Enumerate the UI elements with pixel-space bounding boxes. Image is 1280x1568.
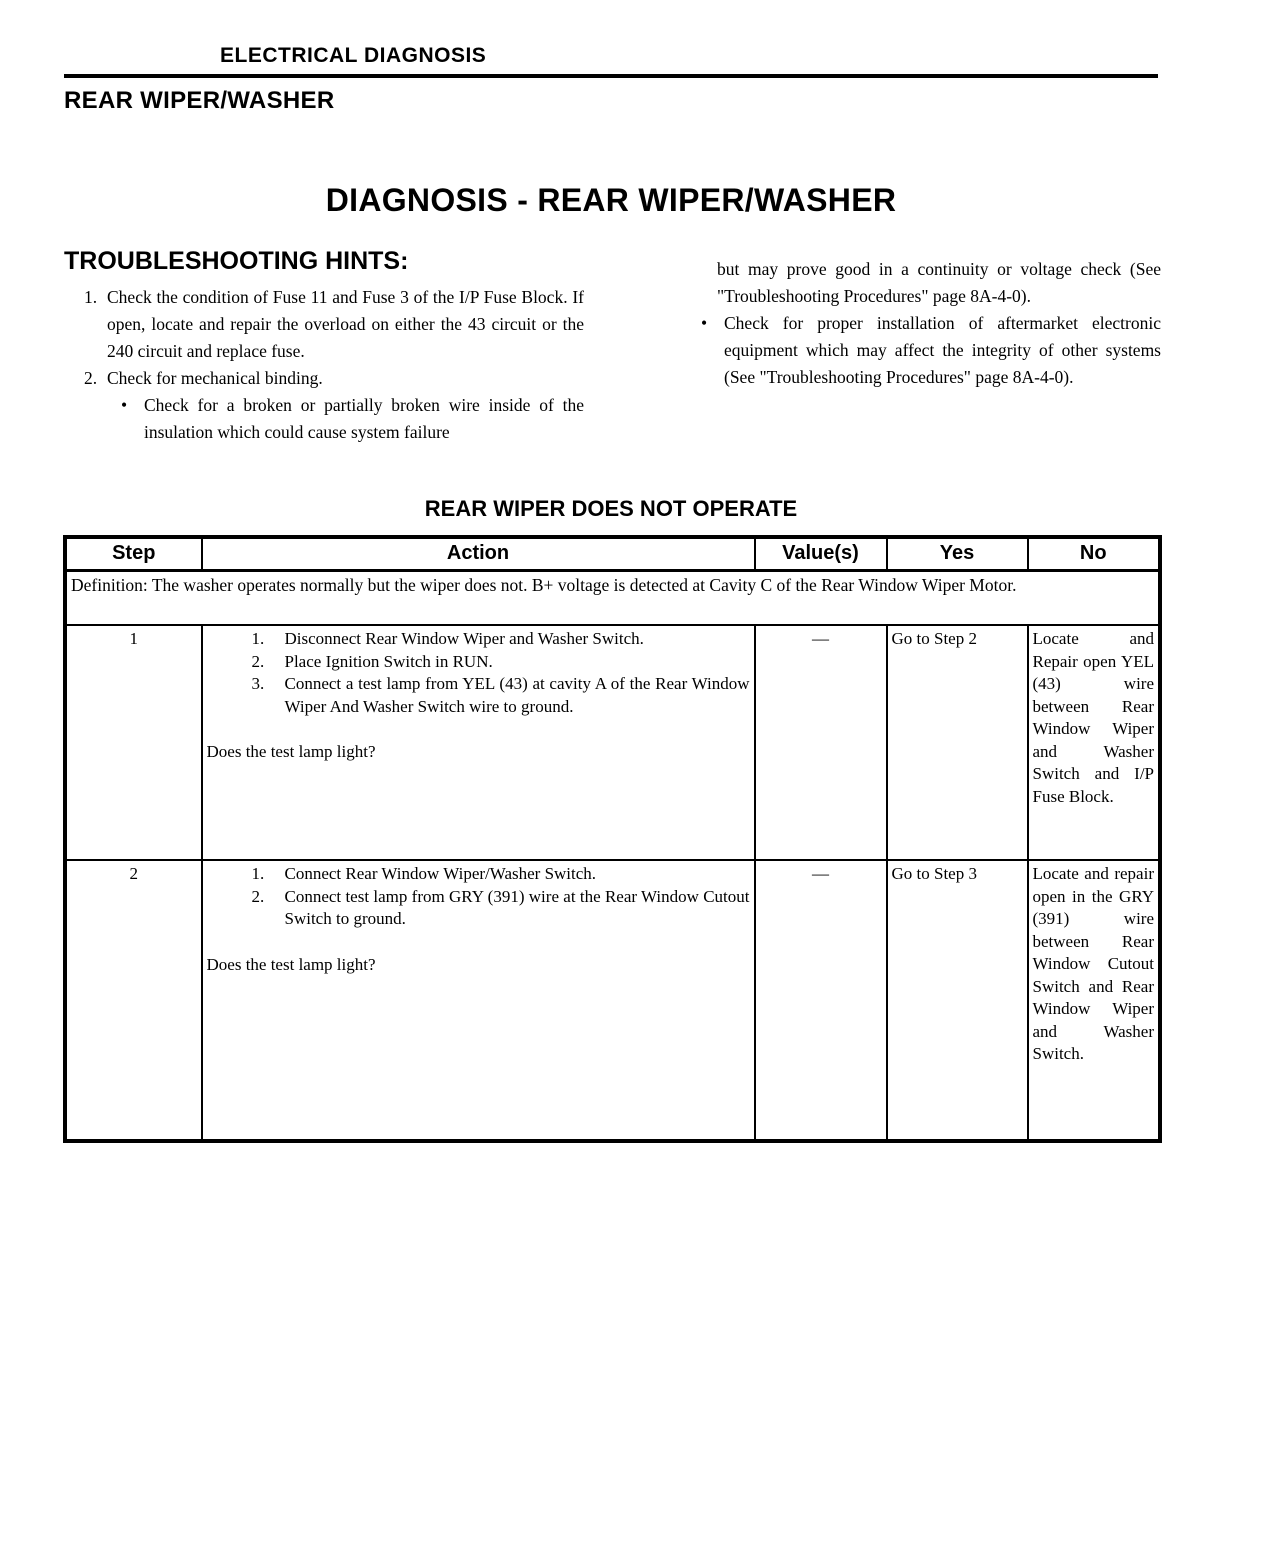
hint-number: 2.: [84, 368, 98, 388]
page-title: DIAGNOSIS - REAR WIPER/WASHER: [325, 182, 897, 218]
table-caption: REAR WIPER DOES NOT OPERATE: [424, 496, 798, 521]
table-header-row: [66, 538, 1160, 571]
action-step-text: Connect test lamp from GRY (391) wire at the Rear Window Cutout Switch to ground.: [284, 886, 750, 928]
header-rule: [64, 74, 1158, 78]
action-cell: [202, 860, 755, 1140]
column-header-step: Step: [66, 538, 202, 571]
definition-row: [66, 570, 1160, 625]
hint-text: Check for a broken or partially broken wire inside of the insulation which could cause system failure: [144, 395, 584, 442]
definition-text: Definition: The washer operates normally but the wiper does not. B+ voltage is detected at Cavity C of the Rear Window Wiper Motor.: [66, 570, 1160, 625]
yes-cell: Go to Step 2: [887, 625, 1028, 860]
values-cell: —: [755, 860, 887, 1140]
action-step: [221, 886, 750, 931]
page-section-heading: ELECTRICAL DIAGNOSIS: [220, 44, 487, 67]
table-row: [66, 860, 1160, 1140]
step-number: 1: [66, 625, 202, 860]
hint-text: but may prove good in a continuity or voltage check (See "Troubleshooting Procedures" page 8A-4-0).: [717, 259, 1161, 306]
page-subsection-heading: REAR WIPER/WASHER: [64, 87, 335, 114]
bullet-icon: •: [121, 395, 128, 415]
action-step-number: 3.: [251, 674, 265, 693]
diagnosis-table: [64, 536, 1161, 1142]
column-header-yes: Yes: [887, 538, 1028, 571]
action-step-number: 1.: [251, 629, 265, 648]
column-header-action: Action: [202, 538, 755, 571]
hint-text: Check for proper installation of aftermarket electronic equipment which may affect the integrity of other systems (See "Troubleshooting Procedures" page 8A-4-0).: [724, 313, 1161, 387]
action-step: [221, 628, 750, 651]
action-step-text: Place Ignition Switch in RUN.: [284, 651, 493, 671]
hint-text: Check the condition of Fuse 11 and Fuse 3 of the I/P Fuse Block. If open, locate and repair the overload on either the 43 circuit or the 240 circuit and replace fuse.: [107, 287, 584, 361]
action-step-number: 2.: [251, 886, 265, 906]
action-step: [221, 673, 750, 718]
action-cell: [202, 625, 755, 860]
values-cell: —: [755, 625, 887, 860]
bullet-icon: •: [701, 313, 708, 333]
hints-right-column: [701, 256, 1161, 391]
action-step: [221, 651, 750, 674]
action-step-number: 2.: [251, 651, 265, 671]
hint-item: [84, 284, 584, 365]
action-step-text: Connect Rear Window Wiper/Washer Switch.: [284, 864, 597, 883]
hint-continuation: [701, 256, 1161, 310]
hint-number: 1.: [84, 287, 98, 307]
hint-item: [84, 365, 584, 392]
no-cell: Locate and repair open in the GRY (391) wire between Rear Window Cutout Switch and Rear Window Wiper and Washer Switch.: [1028, 860, 1160, 1140]
action-step-number: 1.: [251, 864, 265, 883]
action-step-text: Connect a test lamp from YEL (43) at cavity A of the Rear Window Wiper And Washer Switch wire to ground.: [284, 674, 750, 716]
action-step: [221, 863, 750, 886]
action-steps: [221, 863, 750, 931]
hint-text: Check for mechanical binding.: [107, 368, 323, 388]
hints-left-column: [84, 284, 584, 446]
action-step-text: Disconnect Rear Window Wiper and Washer Switch.: [284, 629, 644, 648]
action-question: Does the test lamp light?: [206, 742, 376, 761]
step-number: 2: [66, 860, 202, 1140]
action-question: Does the test lamp light?: [206, 954, 376, 974]
column-header-values: Value(s): [755, 538, 887, 571]
hints-heading: TROUBLESHOOTING HINTS:: [64, 247, 409, 275]
column-header-no: No: [1028, 538, 1160, 571]
no-cell: Locate and Repair open YEL (43) wire between Rear Window Wiper and Washer Switch and I/P Fuse Block.: [1028, 625, 1160, 860]
yes-cell: Go to Step 3: [887, 860, 1028, 1140]
table-row: [66, 625, 1160, 860]
hint-sub-item: [121, 392, 584, 446]
action-steps: [221, 628, 750, 718]
hint-item: [701, 310, 1161, 391]
